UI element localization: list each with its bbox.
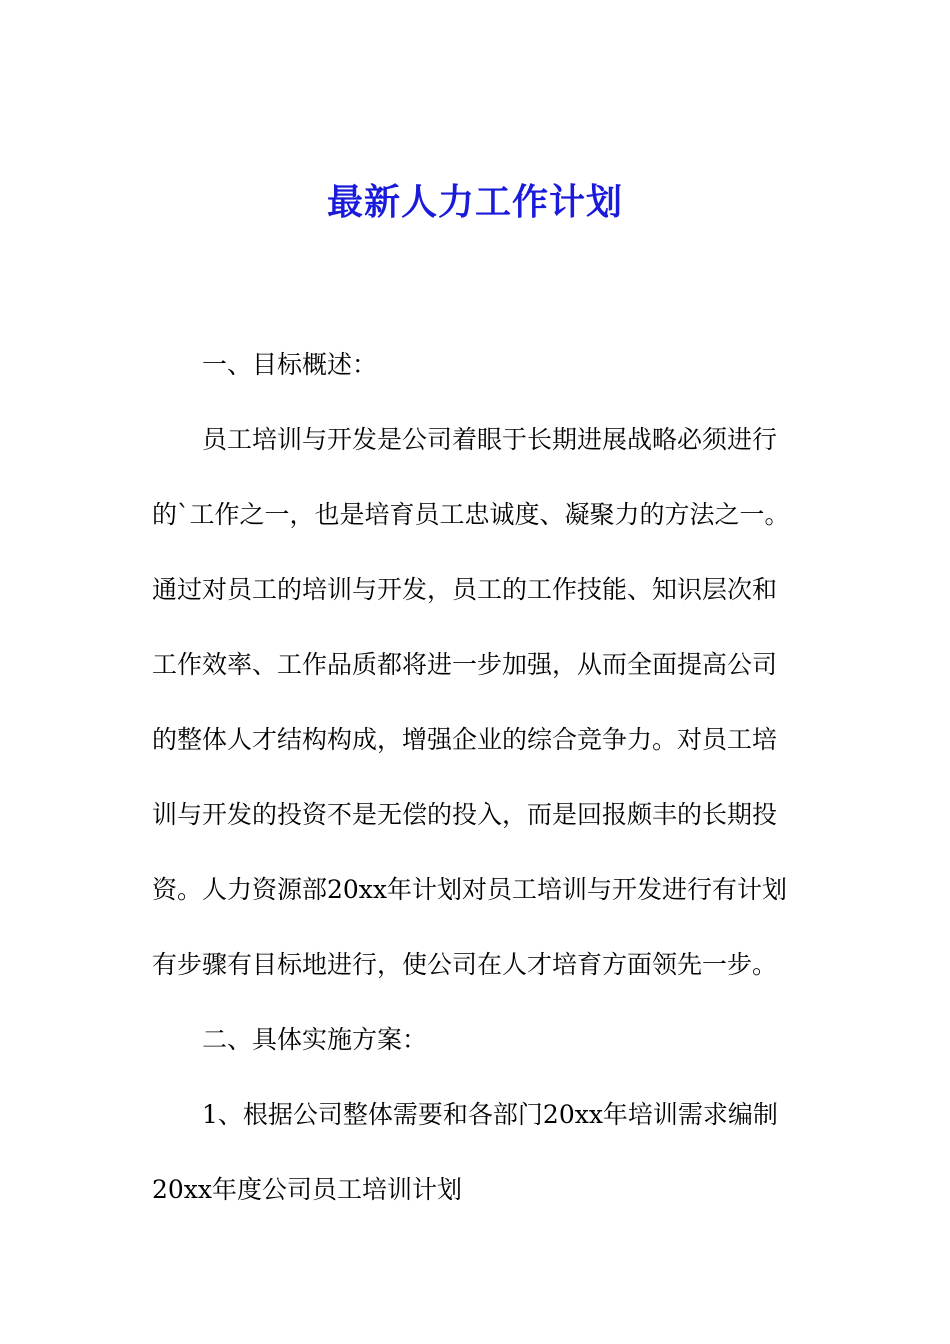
paragraph-line: 通过对员工的培训与开发，员工的工作技能、知识层次和	[152, 575, 778, 604]
paragraph-line: 有步骤有目标地进行，使公司在人才培育方面领先一步。	[152, 950, 778, 979]
document-body	[152, 327, 802, 1227]
paragraph-line: 资。人力资源部20xx年计划对员工培训与开发进行有计划	[152, 875, 788, 904]
paragraph-line: 的`工作之一，也是培育员工忠诚度、凝聚力的方法之一。	[152, 500, 790, 529]
list-item-line: 1、根据公司整体需要和各部门20xx年培训需求编制	[202, 1100, 778, 1129]
paragraph-line: 员工培训与开发是公司着眼于长期进展战略必须进行	[202, 425, 778, 454]
paragraph-line: 的整体人才结构构成，增强企业的综合竞争力。对员工培	[152, 725, 778, 754]
paragraph-line: 训与开发的投资不是无偿的投入，而是回报颇丰的长期投	[152, 800, 778, 829]
list-item-line: 20xx年度公司员工培训计划	[152, 1175, 463, 1204]
section-heading-objectives: 一、目标概述：	[202, 350, 378, 379]
paragraph-line: 工作效率、工作品质都将进一步加强，从而全面提高公司	[152, 650, 778, 679]
section-heading-implementation: 二、具体实施方案：	[202, 1025, 428, 1054]
document-title: 最新人力工作计划	[326, 181, 623, 223]
